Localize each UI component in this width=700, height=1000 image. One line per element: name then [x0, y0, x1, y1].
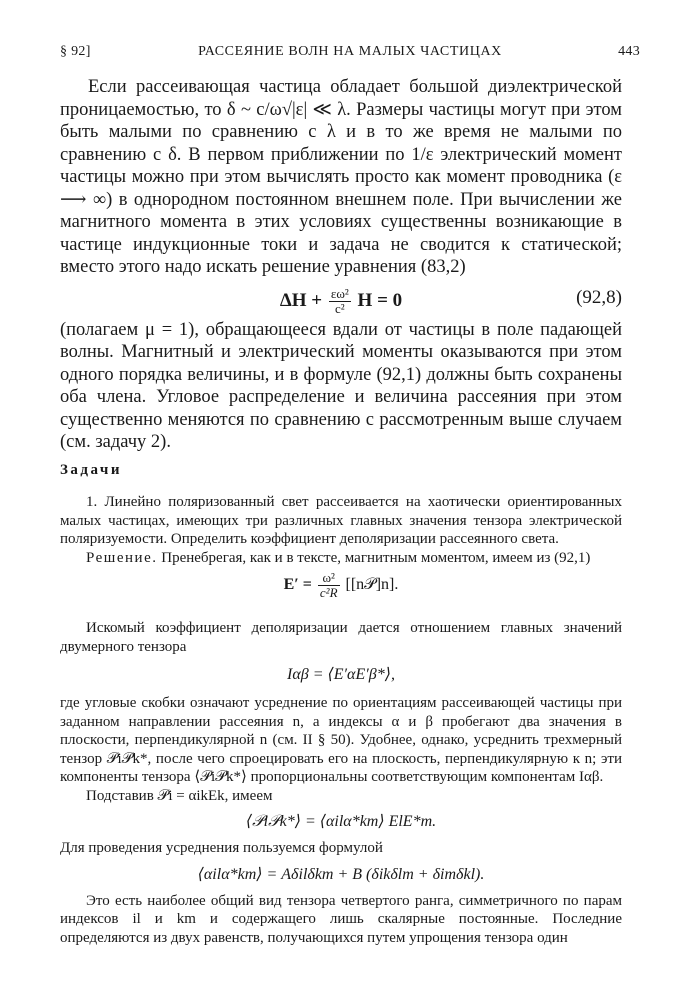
formula-1-denominator: c²R	[319, 585, 338, 600]
running-header	[60, 44, 640, 64]
equation-fraction	[329, 287, 351, 316]
paragraph-tensor-text: Это есть наиболее общий вид тензора четвертого ранга, симметричного по парам индексов il и km и содержащего лишь скалярные постоянные. Последние определяются из двух равенств, получающихся путем упрощения тензора один	[60, 892, 622, 946]
paragraph-2: (полагаем μ = 1), обращающееся вдали от частицы в поле падающей волны. Магнитный и электрический моменты оказываются при этом одного порядка величины, и в формуле (92,1) должны быть сохранены оба члена. Угловое распределение и величина рассеяния при этом существенно меняются по сравнению с рассмотренным выше случаем (см. задачу 2).	[60, 319, 622, 452]
problems-heading: Задачи	[60, 462, 123, 478]
section-number: § 92]	[60, 44, 91, 59]
problem-1	[60, 493, 622, 549]
formula-1-right: [[n𝒫]n].	[345, 576, 399, 594]
paragraph-depolarization-text: Искомый коэффициент деполяризации дается отношением главных значений двумерного тензора	[60, 620, 622, 655]
formula-3: ⟨𝒫i𝒫k*⟩ = ⟨αilα*km⟩ ElE*m.	[245, 813, 437, 830]
equation-92-8	[60, 279, 622, 319]
solution-label: Решение.	[86, 549, 158, 566]
paragraph-substitute-text: Подставив 𝒫i = αikEk, имеем	[86, 787, 273, 804]
problem-1-text: 1. Линейно поляризованный свет рассеивается на хаотически ориентированных малых частицах, имеющих три различных главных значения тензора электрической поляризуемости. Определить коэффициент деполяризации рассеянного света.	[60, 494, 622, 547]
paragraph-substitute	[60, 787, 622, 806]
paragraph-averaging: где угловые скобки означают усреднение по ориентациям рассеивающей частицы при заданном направлении рассеяния n, а индексы α и β пробегают два значения в плоскости, перпендикулярной n (см. II § 50). Удобнее, однако, усреднить трехмерный тензор 𝒫i𝒫k*, после чего спроецировать его на плоскость, перпендикулярную к n; эти компоненты тензора ⟨𝒫i𝒫k*⟩ пропорциональны соответствующим компонентам Iαβ.	[60, 695, 622, 785]
paragraph-depolarization	[60, 619, 622, 656]
solution-intro	[60, 549, 622, 568]
equation-numerator: εω²	[330, 285, 349, 301]
equation-denominator: c²	[335, 300, 345, 316]
chapter-title: РАССЕЯНИЕ ВОЛН НА МАЛЫХ ЧАСТИЦАХ	[198, 44, 502, 59]
main-text	[60, 76, 622, 454]
formula-1-numerator: ω²	[318, 571, 340, 586]
equation-right: H = 0	[357, 289, 403, 311]
paragraph-1-text: Если рассеивающая частица обладает большой диэлектрической проницаемостью, то δ ~ c/ω√|ε| ≪ λ. Размеры частицы могут при этом быть малыми по сравнению с λ и в то же время не малыми по сравнению с δ. В первом приближении по 1/ε электрический момент частицы можно при этом вычислять просто как момент проводника (ε ⟶ ∞) в однородном постоянном внешнем поле. При вычислении же магнитного момента в этих условиях существенны возникающие в частице индукционные токи и задача не сводится к статической; вместо этого надо искать решение уравнения (83,2)	[60, 77, 622, 277]
formula-2: Iαβ = ⟨E′αE′β*⟩,	[287, 666, 395, 683]
problems-section	[60, 462, 622, 947]
solution-text: Пренебрегая, как и в тексте, магнитным моментом, имеем из (92,1)	[161, 549, 591, 566]
formula-1-left: E′ =	[283, 576, 312, 594]
paragraph-formula-use: Для проведения усреднения пользуемся формулой	[60, 840, 383, 856]
formula-1	[60, 567, 622, 609]
formula-4: ⟨αilα*km⟩ = Aδilδkm + B (δikδlm + δimδkl).	[197, 865, 485, 883]
page-number: 443	[618, 44, 640, 59]
paragraph-tensor	[60, 892, 622, 948]
paragraph-1	[60, 76, 622, 279]
equation-left: ΔH +	[279, 289, 323, 311]
equation-label: (92,8)	[576, 286, 622, 308]
formula-1-fraction	[318, 571, 340, 600]
equation-expression	[60, 287, 622, 316]
